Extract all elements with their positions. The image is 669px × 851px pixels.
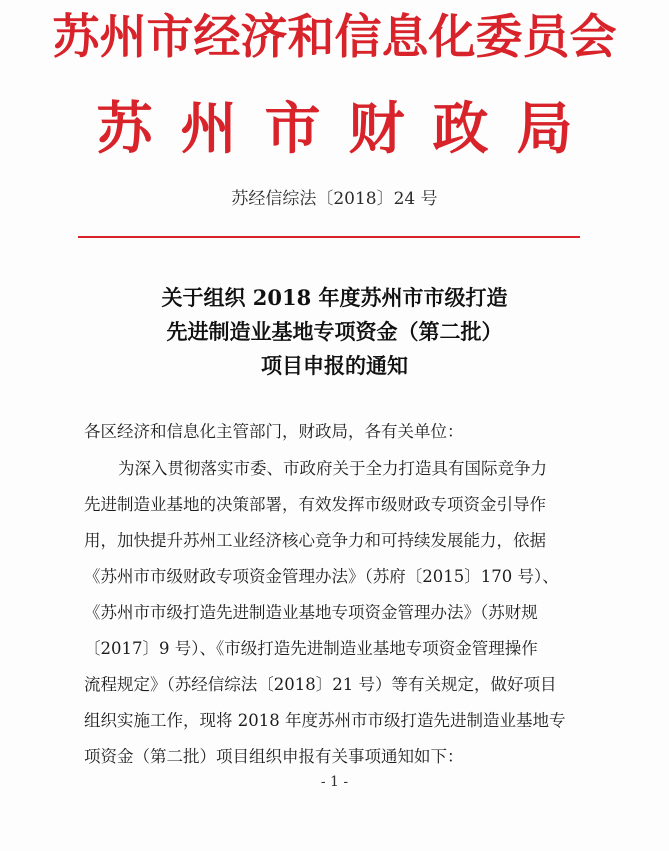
red-divider-line: [78, 236, 580, 238]
paragraph-line: 组织实施工作，现将 2018 年度苏州市市级打造先进制造业基地专: [84, 711, 566, 730]
page-number: - 1 -: [320, 774, 349, 790]
paragraph-line: 《苏州市市级财政专项资金管理办法》（苏府〔2015〕170 号）、: [84, 567, 559, 586]
paragraph-line: 流程规定》（苏经信综法〔2018〕21 号）等有关规定，做好项目: [84, 675, 557, 694]
issuer-name-economy-commission: 苏州市经济和信息化委员会: [52, 10, 617, 65]
paragraph-line: 〔2017〕9 号）、《市级打造先进制造业基地专项资金管理操作: [84, 639, 538, 658]
document-title-line-1: 关于组织 2018 年度苏州市市级打造: [161, 285, 508, 310]
document-title-line-2: 先进制造业基地专项资金（第二批）: [166, 319, 503, 344]
document-number: 苏经信综法〔2018〕24 号: [231, 189, 438, 209]
paragraph-line: 为深入贯彻落实市委、市政府关于全力打造具有国际竞争力: [118, 459, 547, 478]
paragraph-line: 先进制造业基地的决策部署，有效发挥市级财政专项资金引导作: [84, 495, 546, 514]
paragraph-line: 《苏州市市级打造先进制造业基地专项资金管理办法》（苏财规: [84, 603, 538, 622]
paragraph-line: 用，加快提升苏州工业经济核心竞争力和可持续发展能力，依据: [84, 531, 546, 550]
document-title-line-3: 项目申报的通知: [261, 353, 408, 378]
issuer-name-finance-bureau: 苏州市财政局: [96, 96, 601, 162]
salutation: 各区经济和信息化主管部门，财政局，各有关单位：: [84, 422, 464, 441]
paragraph-line: 项资金（第二批）项目组织申报有关事项通知如下：: [84, 747, 464, 766]
